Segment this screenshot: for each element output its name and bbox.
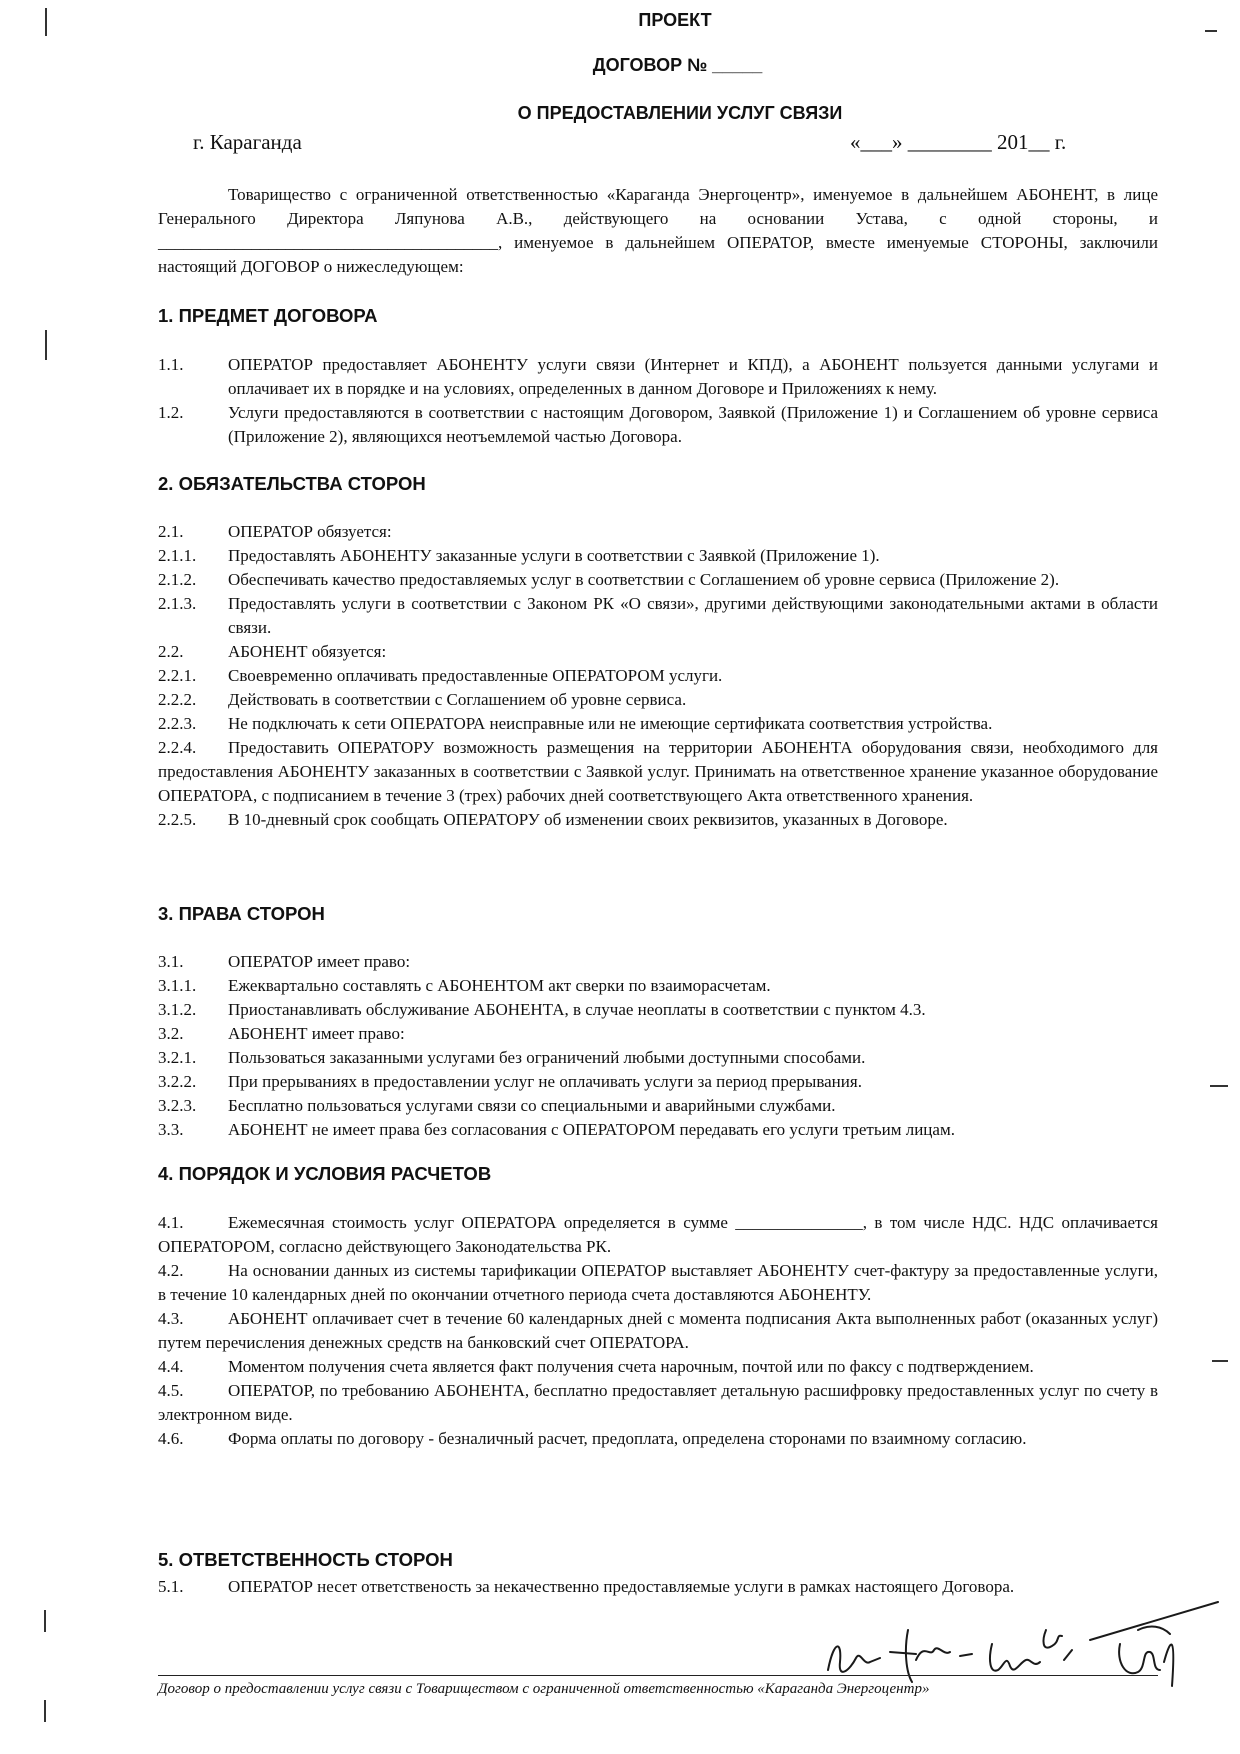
city: г. Караганда <box>193 130 302 154</box>
clause-text: ОПЕРАТОР, по требованию АБОНЕНТА, бесплатно предоставляет детальную расшифровку предоставленных услуг по счету в электронном виде. <box>158 1381 1158 1424</box>
clause <box>158 353 1158 401</box>
clause-number: 4.6. <box>158 1429 184 1448</box>
contract-subject: О ПРЕДОСТАВЛЕНИИ УСЛУГ СВЯЗИ <box>517 103 843 123</box>
clause-number: 3.2.3. <box>158 1096 197 1115</box>
draft-label: ПРОЕКТ <box>638 10 712 30</box>
clause-text: ОПЕРАТОР обязуется: <box>228 522 392 541</box>
contract-date: «___» ________ 201__ г. <box>850 130 1067 154</box>
preamble <box>158 183 1158 279</box>
scan-mark <box>45 330 47 360</box>
clause-text: Бесплатно пользоваться услугами связи со специальными и аварийными службами. <box>228 1096 836 1115</box>
clause-number: 2.1.2. <box>158 570 197 589</box>
clause-number: 3.1.2. <box>158 1000 197 1019</box>
clause <box>158 1211 1158 1259</box>
clause-text: В 10-дневный срок сообщать ОПЕРАТОРУ об изменении своих реквизитов, указанных в Договоре. <box>228 810 948 829</box>
clause-text: Предоставить ОПЕРАТОРУ возможность размещения на территории АБОНЕНТА оборудования связи, необходимого для предоставления АБОНЕНТУ заказанных в соответствии с Заявкой услуг. Принимать на ответственное хранение указанное оборудование ОПЕРАТОРА, с подписанием в течение 3 (трех) рабочих дней соответствующего Акта ответственного хранения. <box>158 738 1158 805</box>
clause-text: Приостанавливать обслуживание АБОНЕНТА, в случае неоплаты в соответствии с пунктом 4.3. <box>228 1000 926 1019</box>
clause <box>158 998 1158 1022</box>
clause-number: 4.5. <box>158 1381 184 1400</box>
clause-number: 3.3. <box>158 1120 184 1139</box>
clause-number: 2.1.3. <box>158 594 197 613</box>
clause-number: 4.4. <box>158 1357 184 1376</box>
clause <box>158 592 1158 640</box>
clause-text: Обеспечивать качество предоставляемых услуг в соответствии с Соглашением об уровне сервиса (Приложение 2). <box>228 570 1060 589</box>
clause <box>158 1046 1158 1070</box>
clause-number: 3.2.2. <box>158 1072 197 1091</box>
clause <box>158 1379 1158 1427</box>
clause-text: ОПЕРАТОР несет ответственость за некачественно предоставляемые услуги в рамках настоящего Договора. <box>228 1577 1015 1596</box>
clause-number: 3.1. <box>158 952 184 971</box>
clause-number: 2.1. <box>158 522 184 541</box>
clause-number: 2.2.5. <box>158 810 197 829</box>
clause-text: Моментом получения счета является факт получения счета нарочным, почтой или по факсу с подтверждением. <box>228 1357 1034 1376</box>
section-title: 3. ПРАВА СТОРОН <box>158 903 325 924</box>
clause <box>158 1094 1158 1118</box>
clause-number: 4.1. <box>158 1213 184 1232</box>
clause <box>158 1427 1158 1451</box>
clause <box>158 1022 1158 1046</box>
clause <box>158 401 1158 449</box>
scan-mark <box>44 1610 46 1632</box>
clause-text: Ежемесячная стоимость услуг ОПЕРАТОРА определяется в сумме _______________, в том числе НДС. НДС оплачивается ОПЕРАТОРОМ, согласно действующего Законодательства РК. <box>158 1213 1158 1256</box>
section-4-clauses <box>158 1211 1158 1451</box>
clause <box>158 712 1158 736</box>
clause-text: Своевременно оплачивать предоставленные ОПЕРАТОРОМ услуги. <box>228 666 723 685</box>
clause-text: Услуги предоставляются в соответствии с настоящим Договором, Заявкой (Приложение 1) и Соглашением об уровне сервиса (Приложение 2), являющихся неотъемлемой частью Договора. <box>228 403 1158 446</box>
clause-text: Пользоваться заказанными услугами без ограничений любыми доступными способами. <box>228 1048 866 1067</box>
clause <box>158 974 1158 998</box>
section-title: 4. ПОРЯДОК И УСЛОВИЯ РАСЧЕТОВ <box>158 1163 492 1184</box>
scan-mark <box>1212 1360 1228 1362</box>
clause-number: 4.2. <box>158 1261 184 1280</box>
clause <box>158 1575 1158 1599</box>
clause <box>158 1118 1158 1142</box>
clause <box>158 640 1158 664</box>
clause <box>158 520 1158 544</box>
clause-text: Ежеквартально составлять с АБОНЕНТОМ акт сверки по взаиморасчетам. <box>228 976 771 995</box>
clause <box>158 736 1158 808</box>
scan-mark <box>44 1700 46 1722</box>
clause-text: На основании данных из системы тарификации ОПЕРАТОР выставляет АБОНЕНТУ счет-фактуру за предоставленные услуги, в течение 10 календарных дней по окончании отчетного периода счета доставляются АБОНЕНТУ. <box>158 1261 1158 1304</box>
scan-mark <box>1210 1085 1228 1087</box>
clause-number: 1.2. <box>158 403 184 422</box>
section-1-clauses <box>158 353 1158 449</box>
clause-text: ОПЕРАТОР предоставляет АБОНЕНТУ услуги связи (Интернет и КПД), а АБОНЕНТ пользуется данными услугами и оплачивает их в порядке и на условиях, определенных в данном Договоре и Приложениях к нему. <box>228 355 1158 398</box>
clause-text: Предоставлять АБОНЕНТУ заказанные услуги в соответствии с Заявкой (Приложение 1). <box>228 546 880 565</box>
clause <box>158 688 1158 712</box>
clause-text: ОПЕРАТОР имеет право: <box>228 952 411 971</box>
clause-number: 3.1.1. <box>158 976 197 995</box>
clause-number: 2.2.2. <box>158 690 197 709</box>
clause-text: Действовать в соответствии с Соглашением об уровне сервиса. <box>228 690 687 709</box>
footer-rule <box>158 1675 1158 1676</box>
clause-number: 2.1.1. <box>158 546 197 565</box>
clause-number: 5.1. <box>158 1577 184 1596</box>
section-title: 1. ПРЕДМЕТ ДОГОВОРА <box>158 305 378 326</box>
clause <box>158 1259 1158 1307</box>
clause-text: АБОНЕНТ имеет право: <box>228 1024 405 1043</box>
clause-text: Предоставлять услуги в соответствии с Законом РК «О связи», другими действующими законодательными актами в области связи. <box>228 594 1158 637</box>
section-3-clauses <box>158 950 1158 1142</box>
clause-number: 2.2.3. <box>158 714 197 733</box>
contract-title: ДОГОВОР № _____ <box>592 55 763 75</box>
section-title: 2. ОБЯЗАТЕЛЬСТВА СТОРОН <box>158 473 426 494</box>
clause-number: 2.2.4. <box>158 738 197 757</box>
section-2-clauses <box>158 520 1158 832</box>
section-title: 5. ОТВЕТСТВЕННОСТЬ СТОРОН <box>158 1549 453 1570</box>
clause-number: 3.2. <box>158 1024 184 1043</box>
clause-text: Не подключать к сети ОПЕРАТОРА неисправные или не имеющие сертификата соответствия устройства. <box>228 714 993 733</box>
clause <box>158 664 1158 688</box>
clause <box>158 1355 1158 1379</box>
clause-number: 2.2.1. <box>158 666 197 685</box>
clause-text: АБОНЕНТ обязуется: <box>228 642 387 661</box>
clause-number: 2.2. <box>158 642 184 661</box>
clause-number: 1.1. <box>158 355 184 374</box>
clause-number: 4.3. <box>158 1309 184 1328</box>
clause-number: 3.2.1. <box>158 1048 197 1067</box>
clause <box>158 1307 1158 1355</box>
clause-text: АБОНЕНТ не имеет права без согласования с ОПЕРАТОРОМ передавать его услуги третьим лицам. <box>228 1120 955 1139</box>
clause <box>158 568 1158 592</box>
clause-text: При прерываниях в предоставлении услуг не оплачивать услуги за период прерывания. <box>228 1072 862 1091</box>
preamble-text: Товарищество с ограниченной ответственностью «Караганда Энергоцентр», именуемое в дальнейшем АБОНЕНТ, в лице Генерального Директора Ляпунова А.В., действующего на основании Устава, с одной стороны, и ________________________________________, именуемое в дальнейшем ОПЕРАТОР, вместе именуемые СТОРОНЫ, заключили настоящий ДОГОВОР о нижеследующем: <box>158 185 1158 276</box>
clause-text: АБОНЕНТ оплачивает счет в течение 60 календарных дней с момента подписания Акта выполненных работ (оказанных услуг) путем перечисления денежных средств на банковский счет ОПЕРАТОРА. <box>158 1309 1158 1352</box>
clause <box>158 544 1158 568</box>
clause-text: Форма оплаты по договору - безналичный расчет, предоплата, определена сторонами по взаимному согласию. <box>228 1429 1027 1448</box>
clause <box>158 1070 1158 1094</box>
clause <box>158 950 1158 974</box>
clause <box>158 808 1158 832</box>
section-5-clauses <box>158 1575 1158 1599</box>
page-footer: Договор о предоставлении услуг связи с Товариществом с ограниченной ответственностью «Караганда Энергоцентр» <box>158 1681 930 1697</box>
